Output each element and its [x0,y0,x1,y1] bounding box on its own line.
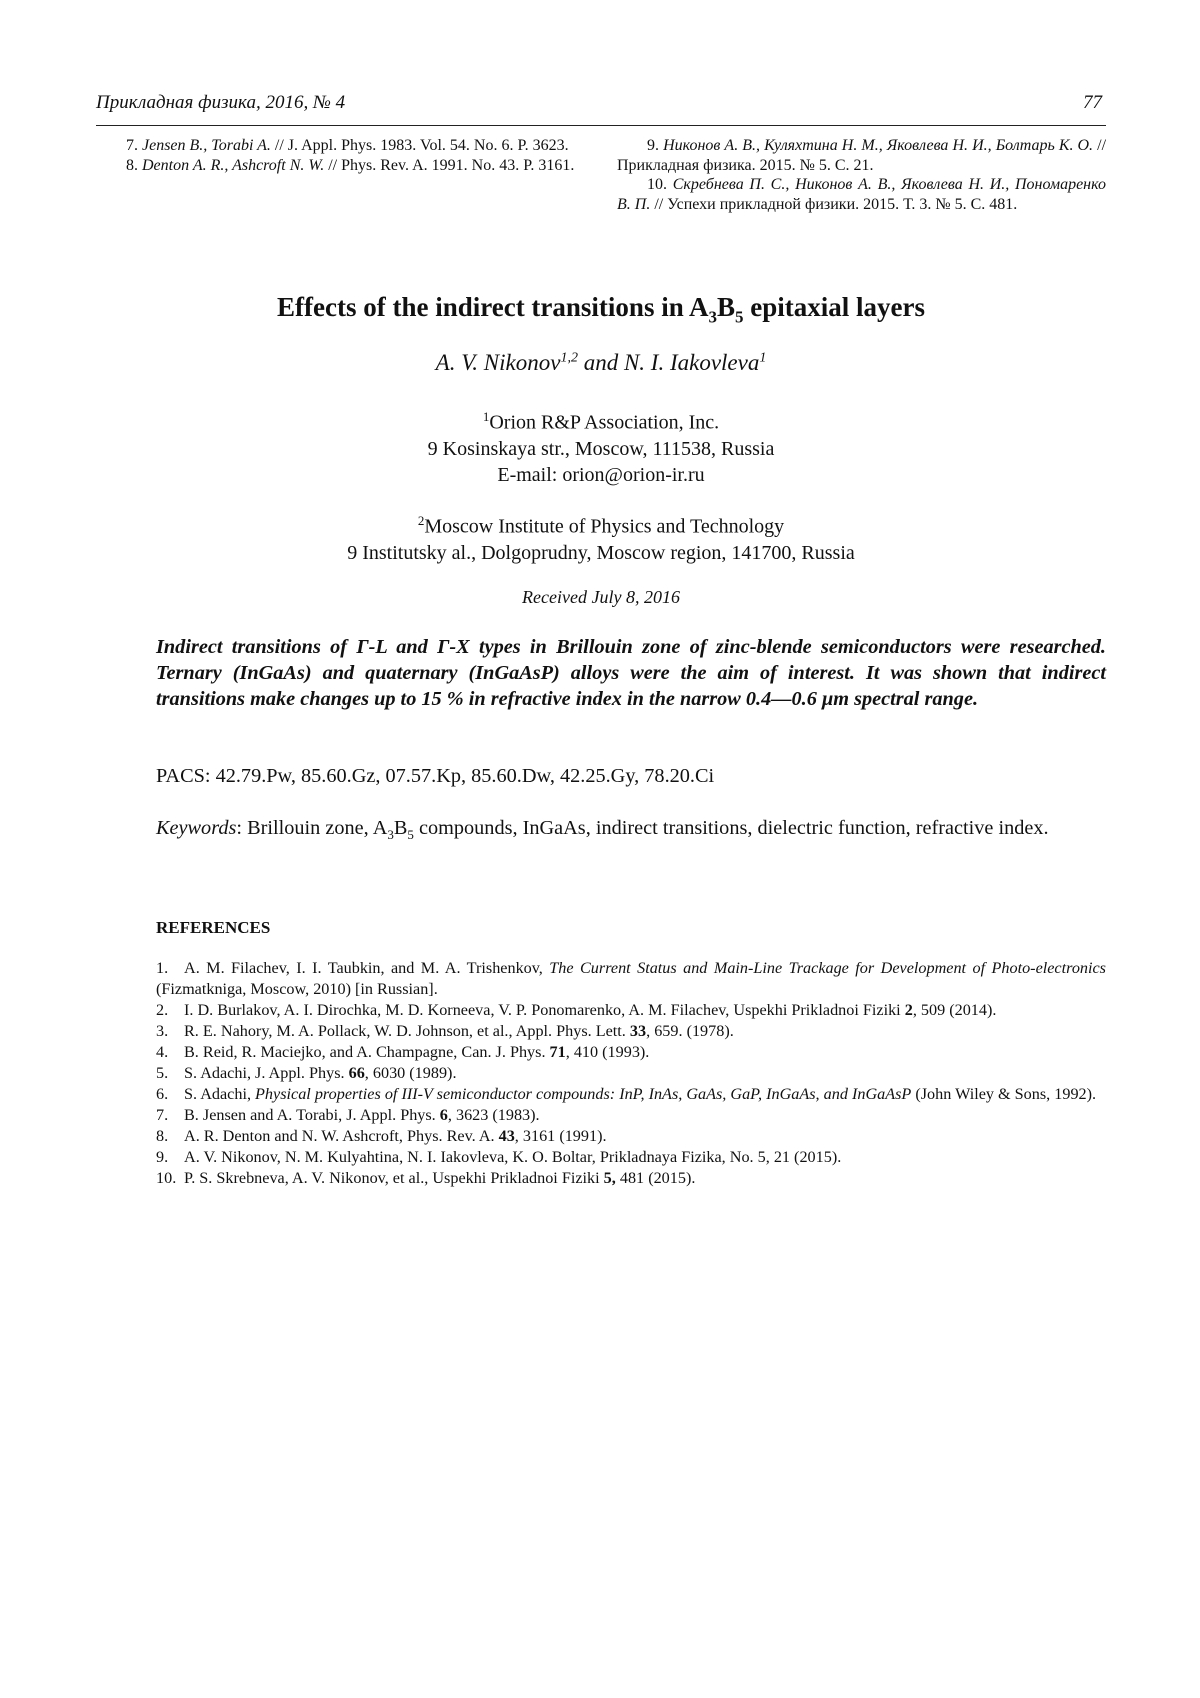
reference-item: 6. S. Adachi, Physical properties of III-V semiconductor compounds: InP, InAs, GaAs, GaP, InGaAs, and InGaAsP (John Wiley & Sons, 1992). [156,1085,1097,1103]
reference-item: 1. A. M. Filachev, I. I. Taubkin, and M. A. Trishenkov, The Current Status and Main-Line Trackage for Development of Photo-electronics (Fizmatkniga, Moscow, 2010) [in Russian]. [156,959,1106,998]
abstract: Indirect transitions of Γ-L and Γ-X types in Brillouin zone of zinc-blende semiconductors were researched. Ternary (InGaAs) and quaternary (InGaAsP) alloys were the aim of interest. It was shown that indirect transitions make changes up to 15 % in refractive index in the narrow 0.4—0.6 μm spectral range. [156,636,1106,710]
email: E-mail: orion@orion-ir.ru [497,463,705,486]
reference-item: 4. B. Reid, R. Maciejko, and A. Champagne, Can. J. Phys. 71, 410 (1993). [156,1043,650,1061]
continued-references-right [617,136,1106,214]
keywords: Keywords: Brillouin zone, $A_3B_5$ compounds, InGaAs, indirect transitions, dielectric function, refractive index. [156,817,1049,843]
page-number: 77 [1083,92,1102,113]
affiliation-2: $^2$Moscow Institute of Physics and Technology 9 Institutsky al., Dolgoprudny, Moscow region, 141700, Russia [347,513,855,564]
reference-item: 10. P. S. Skrebneva, A. V. Nikonov, et al., Uspekhi Prikladnoi Fiziki 5, 481 (2015). [156,1169,696,1187]
received-date: Received July 8, 2016 [522,587,680,607]
continued-references-left [96,136,584,175]
continued-ref-item: 10. Скребнева П. С., Никонов А. В., Яковлева Н. И., Пономаренко В. П. // Успехи прикладной физики. 2015. Т. 3. № 5. С. 481. [617,176,1106,213]
header-rule [96,125,1106,126]
reference-item: 9. A. V. Nikonov, N. M. Kulyahtina, N. I. Iakovleva, K. O. Boltar, Prikladnaya Fizika, No. 5, 21 (2015). [156,1148,842,1166]
article-authors: A. V. Nikonov$^{1,2}$ and N. I. Iakovleva$^1$ [435,350,767,375]
reference-list [156,958,1106,1189]
affiliation-1: $^1$Orion R&P Association, Inc. 9 Kosinskaya str., Moscow, 111538, Russia E-mail: orion@orion-ir.ru [96,404,1106,488]
journal-header: Прикладная физика, 2016, № 4 [96,92,346,113]
reference-item: 3. R. E. Nahory, M. A. Pollack, W. D. Johnson, et al., Appl. Phys. Lett. 33, 659. (1978). [156,1022,734,1040]
reference-item: 8. A. R. Denton and N. W. Ashcroft, Phys. Rev. A. 43, 3161 (1991). [156,1127,607,1145]
article-title: Effects of the indirect transitions in $A_3B_5$ epitaxial layers [277,292,925,327]
reference-item: 5. S. Adachi, J. Appl. Phys. 66, 6030 (1989). [156,1064,457,1082]
continued-ref-item: 7. Jensen B., Torabi A. // J. Appl. Phys. 1983. Vol. 54. No. 6. P. 3623. [126,137,569,154]
reference-item: 7. B. Jensen and A. Torabi, J. Appl. Phys. 6, 3623 (1983). [156,1106,540,1124]
references-heading: REFERENCES [156,918,271,937]
reference-item: 2. I. D. Burlakov, A. I. Dirochka, M. D. Korneeva, V. P. Ponomarenko, A. M. Filachev, Uspekhi Prikladnoi Fiziki 2, 509 (2014). [156,1001,997,1019]
continued-ref-item: 8. Denton A. R., Ashcroft N. W. // Phys. Rev. A. 1991. No. 43. P. 3161. [126,156,575,174]
continued-ref-item: 9. Никонов А. В., Куляхтина Н. М., Яковлева Н. И., Болтарь К. О. // Прикладная физика. 2015. № 5. С. 21. [617,137,1107,174]
pacs-codes: PACS: 42.79.Pw, 85.60.Gz, 07.57.Kp, 85.60.Dw, 42.25.Gy, 78.20.Ci [156,765,715,787]
